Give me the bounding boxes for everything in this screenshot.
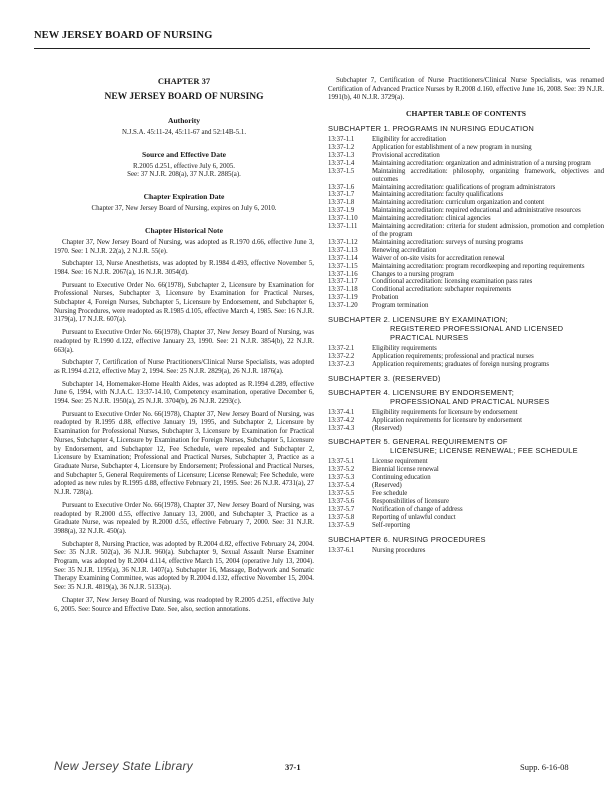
history-paragraph: Pursuant to Executive Order No. 66(1978), Chapter 37, New Jersey Board of Nursing, was readopted by R.2000 d.55, effective January 13, 2000, and Subchapter 3, Practice as a Graduate Nurse, was repealed by R.2000 d.55, effective February 7, 2000. See: 31 N.J.R. 3988(a), 32 N.J.R. 450(a). bbox=[54, 501, 314, 535]
toc-section-number: 13:37-5.5 bbox=[328, 490, 355, 498]
toc-section-title: Application for establishment of a new program in nursing bbox=[372, 144, 532, 152]
toc-section-title: Application requirements for licensure by endorsement bbox=[372, 416, 523, 424]
expiration-heading: Chapter Expiration Date bbox=[143, 192, 225, 202]
toc-entry[interactable] bbox=[328, 466, 604, 474]
toc-section-title: Maintaining accreditation: clinical agencies bbox=[372, 215, 491, 223]
subchapter-heading-text: SUBCHAPTER 2. LICENSURE BY EXAMINATION; bbox=[328, 315, 508, 325]
toc-section-number: 13:37-5.8 bbox=[328, 513, 355, 521]
toc-entry[interactable] bbox=[328, 294, 604, 302]
history-paragraph: Subchapter 8, Nursing Practice, was adopted by R.2004 d.82, effective February 24, 2004. See: 35 N.J.R. 502(a), 36 N.J.R. 960(a). Subchapter 9, Sexual Assault Nurse Examiner Program, was adopted by R.2004 d.114, effective March 15, 2004 (operative July 13, 2004). See: 35 N.J.R. 1195(a), 36 N.J.R. 1407(a). Subchapter 16, Massage, Bodywork and Somatic Therapy Examining Committee, was adopted by R.2004 d.132, effective November 15, 2004. See: 35 N.J.R. 4819(a), 36 N.J.R. 5133(a). bbox=[54, 540, 314, 592]
subchapter-heading-text: SUBCHAPTER 1. PROGRAMS IN NURSING EDUCATION bbox=[328, 124, 534, 134]
toc-section-number: 13:37-2.3 bbox=[328, 360, 355, 368]
history-heading: Chapter Historical Note bbox=[145, 225, 223, 235]
toc-entry[interactable] bbox=[328, 474, 604, 482]
toc-entry[interactable] bbox=[328, 458, 604, 466]
toc-entry[interactable] bbox=[328, 184, 604, 192]
toc-entry[interactable] bbox=[328, 239, 604, 247]
toc-section-title: Nursing procedures bbox=[372, 546, 426, 554]
toc-entry[interactable] bbox=[328, 425, 604, 433]
toc-section-title: Eligibility requirements for licensure by endorsement bbox=[372, 408, 518, 416]
expiration-text: Chapter 37, New Jersey Board of Nursing, expires on July 6, 2010. bbox=[91, 205, 277, 213]
subchapter-heading bbox=[328, 124, 604, 133]
history-paragraph: Subchapter 7, Certification of Nurse Practitioners/Clinical Nurse Specialists, was adopted as R.1994 d.212, effective May 2, 1994. See: 25 N.J.R. 2829(a), 26 N.J.R. 1876(a). bbox=[54, 359, 314, 375]
toc-entry[interactable] bbox=[328, 263, 604, 271]
supplement-date: Supp. 6-16-08 bbox=[520, 762, 569, 772]
toc-entry[interactable] bbox=[328, 286, 604, 294]
toc-section-title: Maintaining accreditation: surveys of nursing programs bbox=[372, 238, 524, 246]
toc-section-number: 13:37-1.10 bbox=[328, 215, 358, 223]
toc-section-title: Waiver of on-site visits for accreditation renewal bbox=[372, 254, 505, 262]
right-intro: Subchapter 7, Certification of Nurse Practitioners/Clinical Nurse Specialists, was renamed Certification of Advanced Practice Nurses by R.2008 d.160, effective June 16, 2008. See: 39 N.J.R. 1991(b), 40 N.J.R. 3729(a). bbox=[328, 77, 604, 102]
toc-entry[interactable] bbox=[328, 207, 604, 215]
toc-section-number: 13:37-2.2 bbox=[328, 352, 355, 360]
history-paragraph: Subchapter 13, Nurse Anesthetists, was adopted by R.1984 d.493, effective November 5, 1984. See: 16 N.J.R. 2067(a), 16 N.J.R. 3054(d). bbox=[54, 260, 314, 276]
toc-entry[interactable] bbox=[328, 136, 604, 144]
toc-section-title: Changes to a nursing program bbox=[372, 270, 454, 278]
toc-section-title: Biennial license renewal bbox=[372, 466, 439, 474]
toc-section-title: Maintaining accreditation: organization and administration of a nursing program bbox=[372, 159, 591, 167]
toc-section-number: 13:37-1.16 bbox=[328, 270, 358, 278]
authority-heading: Authority bbox=[167, 116, 201, 125]
toc-section-title: Reporting of unlawful conduct bbox=[372, 513, 456, 521]
history-paragraphs bbox=[54, 239, 314, 614]
toc-section-number: 13:37-5.7 bbox=[328, 505, 355, 513]
left-column bbox=[54, 76, 314, 618]
toc-title: CHAPTER TABLE OF CONTENTS bbox=[406, 109, 526, 119]
history-paragraph: Pursuant to Executive Order No. 66(1978), Chapter 37, New Jersey Board of Nursing, was readopted by R.1990 d.122, effective January 23, 1990. See: 21 N.J.R. 3854(b), 22 N.J.R. 663(a). bbox=[54, 329, 314, 354]
toc-section-number: 13:37-1.18 bbox=[328, 286, 358, 294]
toc-section-title: Maintaining accreditation: faculty qualifications bbox=[372, 191, 504, 199]
toc-section-title: Provisional accreditation bbox=[372, 151, 440, 159]
toc-entry[interactable] bbox=[328, 144, 604, 152]
toc-entry[interactable] bbox=[328, 514, 604, 522]
toc-section-title: Fee schedule bbox=[372, 490, 408, 498]
toc-section-number: 13:37-1.11 bbox=[328, 223, 358, 231]
subchapter-heading-text: SUBCHAPTER 4. LICENSURE BY ENDORSEMENT; bbox=[328, 387, 515, 397]
toc-section-title: Eligibility for accreditation bbox=[372, 136, 446, 144]
toc-entry[interactable] bbox=[328, 490, 604, 498]
toc-section-number: 13:37-1.15 bbox=[328, 262, 358, 270]
toc-section-number: 13:37-1.3 bbox=[328, 151, 355, 159]
toc-section-number: 13:37-5.9 bbox=[328, 521, 355, 529]
history-paragraph: Chapter 37, New Jersey Board of Nursing, was adopted as R.1970 d.66, effective June 3, 1970. See: 1 N.J.R. 22(a), 2 N.J.R. 55(e). bbox=[54, 238, 314, 255]
authority-text: N.J.S.A. 45:11-24, 45:11-67 and 52:14B-5.1. bbox=[121, 129, 247, 136]
subchapter-heading bbox=[328, 437, 604, 455]
table-of-contents bbox=[328, 124, 604, 554]
toc-section-title: Self-reporting bbox=[372, 521, 411, 529]
toc-section-title: Continuing education bbox=[372, 474, 431, 482]
toc-entry[interactable] bbox=[328, 302, 604, 310]
toc-entry[interactable] bbox=[328, 522, 604, 530]
toc-section-title: Maintaining accreditation: required educational and administrative resources bbox=[372, 207, 581, 215]
toc-entry[interactable] bbox=[328, 168, 604, 184]
toc-entry[interactable] bbox=[328, 353, 604, 361]
toc-section-number: 13:37-1.4 bbox=[328, 159, 355, 167]
toc-section-title: Application requirements; graduates of foreign nursing programs bbox=[372, 360, 550, 368]
toc-section-number: 13:37-1.20 bbox=[328, 302, 358, 310]
subchapter-heading bbox=[328, 374, 604, 383]
toc-section-title: (Reserved) bbox=[372, 482, 402, 490]
page-number: 37-1 bbox=[285, 762, 301, 772]
toc-section-number: 13:37-1.2 bbox=[328, 144, 355, 152]
subchapter-heading-text: SUBCHAPTER 6. NURSING PROCEDURES bbox=[328, 534, 486, 544]
toc-entry[interactable] bbox=[328, 498, 604, 506]
history-paragraph: Pursuant to Executive Order No. 66(1978), Chapter 37, New Jersey Board of Nursing, was readopted by R.1995 d.88, effective January 19, 1995, and Subchapter 2, Licensure by Examination for Professional Nurses, Subchapter 3, Licensure by Examination for Practical Nurses, Subchapter 4, Licensure by Examination for Foreign Nurses, Subchapter 5, Licensure by Endorsement, and Subchapter 12, Fee Schedule, were repealed and Subchapter 2, Licensure by Examination; Professional and Practical Nurses, Subchapter 3, Practice as a Graduate Nurse, Subchapter 4, Licensure by Endorsement; Professional and Practical Nurses, and Subchapter 5, General Requirements of Licensure; License Renewal; Fee Schedule, were adopted as new rules by R.1995 d.88, effective February 21, 1995. See: 26 N.J.R. 4731(a), 27 N.J.R. 728(a). bbox=[54, 410, 314, 497]
toc-section-title: Probation bbox=[372, 294, 399, 302]
subchapter-heading-text: SUBCHAPTER 3. (RESERVED) bbox=[328, 373, 441, 383]
toc-section-number: 13:37-1.13 bbox=[328, 246, 358, 254]
toc-entry[interactable] bbox=[328, 152, 604, 160]
toc-section-number: 13:37-5.6 bbox=[328, 498, 355, 506]
toc-section-number: 13:37-4.1 bbox=[328, 408, 355, 416]
subchapter-heading bbox=[328, 388, 604, 406]
toc-section-title: Maintaining accreditation: philosophy, organizing framework, objectives and outcomes bbox=[372, 167, 604, 183]
toc-section-number: 13:37-5.3 bbox=[328, 474, 355, 482]
toc-entry[interactable] bbox=[328, 345, 604, 353]
library-watermark: New Jersey State Library bbox=[54, 759, 193, 773]
toc-section-title: (Reserved) bbox=[372, 424, 402, 432]
toc-entry[interactable] bbox=[328, 409, 604, 417]
header-rule bbox=[34, 48, 590, 49]
toc-section-number: 13:37-6.1 bbox=[328, 546, 355, 554]
toc-entry[interactable] bbox=[328, 255, 604, 263]
toc-section-number: 13:37-1.17 bbox=[328, 278, 358, 286]
toc-entry[interactable] bbox=[328, 271, 604, 279]
toc-section-title: Application requirements; professional and practical nurses bbox=[372, 352, 534, 360]
toc-section-number: 13:37-4.2 bbox=[328, 416, 355, 424]
toc-section-number: 13:37-2.1 bbox=[328, 345, 355, 353]
toc-section-title: Maintaining accreditation: qualifications of program administrators bbox=[372, 183, 556, 191]
toc-entry[interactable] bbox=[328, 247, 604, 255]
toc-entry[interactable] bbox=[328, 506, 604, 514]
toc-entry[interactable] bbox=[328, 191, 604, 199]
toc-section-number: 13:37-1.1 bbox=[328, 136, 355, 144]
toc-entry[interactable] bbox=[328, 215, 604, 223]
toc-section-title: Responsibilities of licensure bbox=[372, 498, 450, 506]
toc-section-title: Eligibility requirements bbox=[372, 345, 437, 353]
toc-section-number: 13:37-1.7 bbox=[328, 191, 355, 199]
toc-section-number: 13:37-1.9 bbox=[328, 207, 355, 215]
toc-entry[interactable] bbox=[328, 160, 604, 168]
running-head: NEW JERSEY BOARD OF NURSING bbox=[34, 30, 213, 41]
toc-section-number: 13:37-5.4 bbox=[328, 482, 355, 490]
toc-section-title: Conditional accreditation: subchapter requirements bbox=[372, 286, 512, 294]
subchapter-heading-cont: LICENSURE; LICENSE RENEWAL; FEE SCHEDULE bbox=[390, 446, 578, 456]
chapter-title: NEW JERSEY BOARD OF NURSING bbox=[104, 92, 264, 102]
chapter-number: CHAPTER 37 bbox=[157, 76, 211, 86]
toc-entry[interactable] bbox=[328, 278, 604, 286]
toc-section-title: Maintaining accreditation: curriculum organization and content bbox=[372, 199, 545, 207]
toc-section-number: 13:37-5.2 bbox=[328, 466, 355, 474]
subchapter-heading bbox=[328, 535, 604, 544]
subchapter-heading-cont: REGISTERED PROFESSIONAL AND LICENSED PRACTICAL NURSES bbox=[390, 324, 564, 343]
history-paragraph: Pursuant to Executive Order No. 66(1978), Subchapter 2, Licensure by Examination for Professional Nurses, Subchapter 3, Licensure by Examination for Practical Nurses, Subchapter 4, Foreign Nurses, Subchapter 5, Licensure by Endorsement, and Subchapter 6, Nursing Procedures, were readopted as R.1985 d.105, effective March 4, 1985. See: 16 N.J.R. 3179(a), 17 N.J.R. 607(a). bbox=[54, 281, 314, 324]
toc-entry[interactable] bbox=[328, 547, 604, 555]
toc-section-number: 13:37-5.1 bbox=[328, 458, 355, 466]
toc-section-title: Notification of change of address bbox=[372, 505, 463, 513]
history-paragraph: Subchapter 14, Homemaker-Home Health Aides, was adopted as R.1994 d.289, effective June 6, 1994, with N.J.A.C. 13:37-14.10, Competency examination, operative December 6, 1994. See: 25 N.J.R. 1950(a), 25 N.J.R. 3704(b), 26 N.J.R. 2293(c). bbox=[54, 380, 314, 406]
toc-section-title: License requirement bbox=[372, 458, 428, 466]
toc-section-number: 13:37-1.12 bbox=[328, 238, 358, 246]
toc-section-number: 13:37-1.14 bbox=[328, 254, 358, 262]
subchapter-heading-text: SUBCHAPTER 5. GENERAL REQUIREMENTS OF bbox=[328, 437, 508, 447]
toc-section-number: 13:37-1.5 bbox=[328, 167, 355, 175]
toc-section-title: Maintaining accreditation: program recordkeeping and reporting requirements bbox=[372, 262, 585, 270]
toc-section-number: 13:37-1.19 bbox=[328, 294, 358, 302]
toc-section-title: Maintaining accreditation: criteria for student admission, promotion and completion of the program bbox=[372, 223, 604, 238]
toc-entry[interactable] bbox=[328, 199, 604, 207]
toc-entry[interactable] bbox=[328, 417, 604, 425]
toc-section-title: Program termination bbox=[372, 302, 429, 310]
toc-entry[interactable] bbox=[328, 223, 604, 239]
toc-entry[interactable] bbox=[328, 482, 604, 490]
toc-section-title: Conditional accreditation: licensing examination pass rates bbox=[372, 278, 533, 286]
history-paragraph: Chapter 37, New Jersey Board of Nursing, was readopted by R.2005 d.251, effective July 6, 2005. See: Source and Effective Date. See, also, section annotations. bbox=[54, 596, 314, 613]
right-column bbox=[328, 77, 604, 555]
toc-section-number: 13:37-4.3 bbox=[328, 424, 355, 432]
toc-section-title: Renewing accreditation bbox=[372, 246, 437, 254]
source-text: R.2005 d.251, effective July 6, 2005. See: 37 N.J.R. 208(a), 37 N.J.R. 2885(a). bbox=[127, 162, 241, 179]
toc-section-number: 13:37-1.8 bbox=[328, 199, 355, 207]
subchapter-heading-cont: PROFESSIONAL AND PRACTICAL NURSES bbox=[390, 396, 550, 406]
source-heading: Source and Effective Date bbox=[141, 149, 226, 159]
toc-entry[interactable] bbox=[328, 361, 604, 369]
toc-section-number: 13:37-1.6 bbox=[328, 183, 355, 191]
subchapter-heading bbox=[328, 315, 604, 342]
